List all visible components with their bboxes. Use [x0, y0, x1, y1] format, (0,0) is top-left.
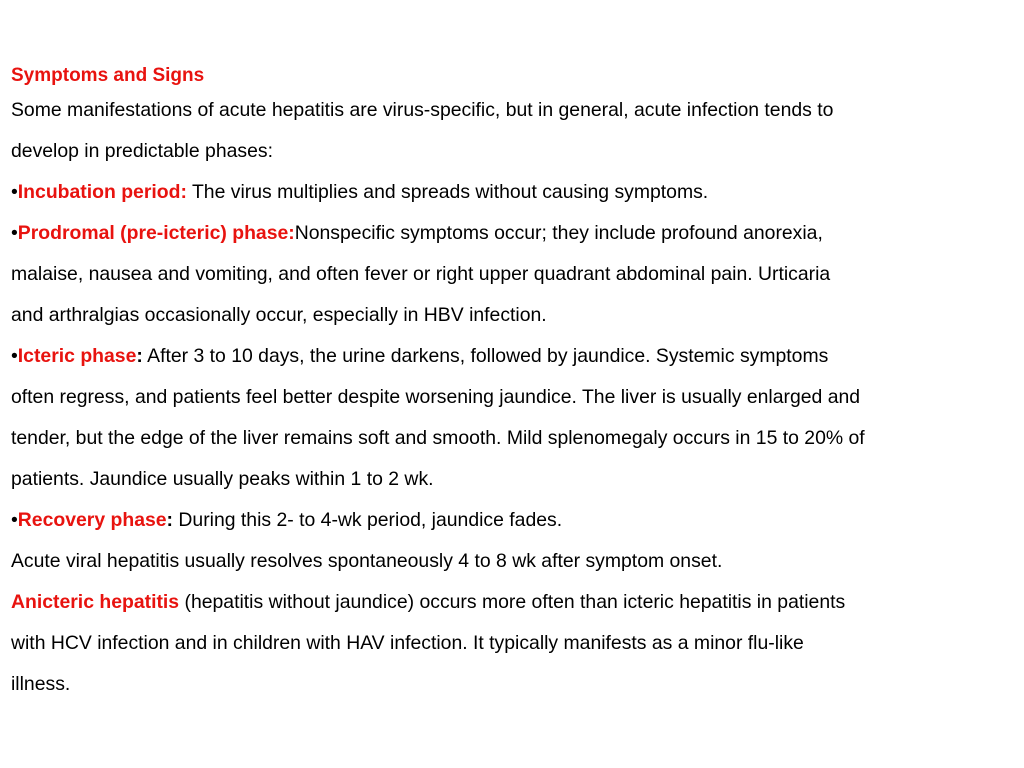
prodromal-term: Prodromal (pre-icteric) phase: [17, 222, 295, 244]
bullet-prodromal [11, 213, 1021, 254]
incubation-text: The virus multiplies and spreads without causing symptoms. [186, 181, 709, 203]
anicteric-text-1: (hepatitis without jaundice) occurs more often than icteric hepatitis in patients [179, 591, 846, 613]
bullet-marker: • [11, 509, 18, 531]
section-title: Symptoms and Signs [11, 65, 205, 86]
recovery-term: Recovery phase [17, 509, 167, 531]
incubation-term: Incubation period: [17, 181, 187, 203]
bullet-marker: • [11, 181, 18, 203]
icteric-text-3: tender, but the edge of the liver remains soft and smooth. Mild splenomegaly occurs in 15 to 20% of [11, 427, 865, 449]
prodromal-text-2: malaise, nausea and vomiting, and often fever or right upper quadrant abdominal pain. Urticaria [11, 263, 831, 285]
intro-line-1: Some manifestations of acute hepatitis are virus-specific, but in general, acute infection tends to [11, 99, 834, 121]
icteric-text-4: patients. Jaundice usually peaks within 1 to 2 wk. [11, 468, 434, 490]
bullet-icteric [11, 336, 1021, 377]
prodromal-text-3: and arthralgias occasionally occur, especially in HBV infection. [11, 304, 547, 326]
slide-content [11, 62, 1021, 705]
resolution-text: Acute viral hepatitis usually resolves spontaneously 4 to 8 wk after symptom onset. [11, 550, 723, 572]
recovery-text: During this 2- to 4-wk period, jaundice fades. [173, 509, 563, 531]
icteric-colon: : [136, 345, 143, 367]
prodromal-text-1: Nonspecific symptoms occur; they include profound anorexia, [294, 222, 823, 244]
bullet-recovery [11, 500, 1021, 541]
anicteric-text-2: with HCV infection and in children with HAV infection. It typically manifests as a minor flu-like [11, 632, 804, 654]
icteric-text-2: often regress, and patients feel better despite worsening jaundice. The liver is usually enlarged and [11, 386, 861, 408]
recovery-colon: : [166, 509, 174, 531]
anicteric-term: Anicteric hepatitis [11, 591, 180, 613]
anicteric-text-3: illness. [11, 673, 71, 695]
bullet-marker: • [11, 222, 18, 244]
intro-line-2: develop in predictable phases: [11, 140, 273, 162]
bullet-incubation [11, 172, 1021, 213]
anicteric-paragraph [11, 582, 1021, 623]
section-body [11, 90, 1021, 705]
icteric-term: Icteric phase [17, 345, 137, 367]
icteric-text-1: After 3 to 10 days, the urine darkens, followed by jaundice. Systemic symptoms [142, 345, 829, 367]
bullet-marker: • [11, 345, 18, 367]
